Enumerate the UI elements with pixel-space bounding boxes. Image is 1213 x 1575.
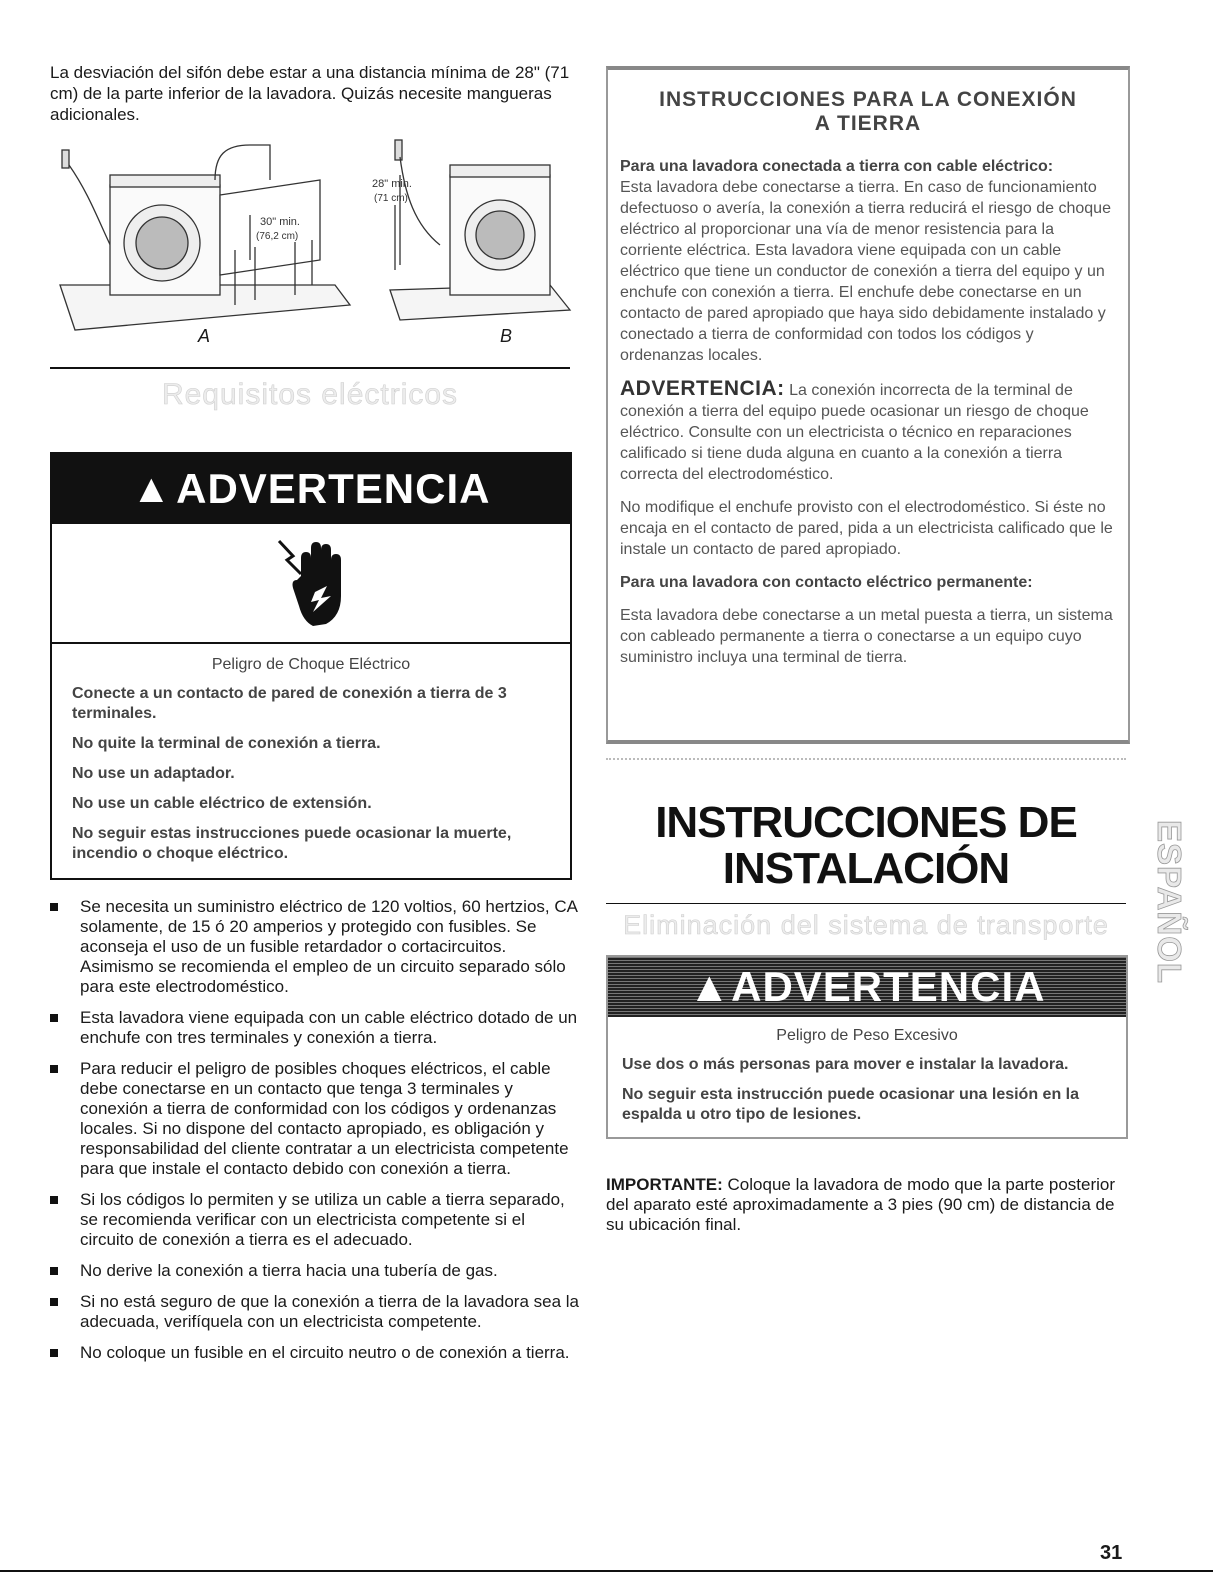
figure-label-b: B <box>500 326 513 346</box>
warning-line: No use un adaptador. <box>72 765 235 782</box>
grounding-paragraph: No modifique el enchufe provisto con el electrodoméstico. Si éste no encaja en el contacto de pared, pida a un electricista calificado que le instale un contacto de pared apropiado. <box>620 499 1113 558</box>
bullet-square-icon <box>50 1267 58 1275</box>
list-item-text: No derive la conexión a tierra hacia una tubería de gas. <box>80 1261 498 1280</box>
page-number: 31 <box>1100 1542 1123 1564</box>
important-note <box>606 1175 1136 1235</box>
figure-label-a: A <box>198 326 211 346</box>
grounding-paragraph: Esta lavadora debe conectarse a tierra. En caso de funcionamiento defectuoso o avería, la conexión a tierra reducirá el riesgo de choque eléctrico al proporcionar una vía de menor resistencia para la corriente eléctrica. Esta lavadora viene equipada con un cable eléctrico que tiene un conductor de conexión a tierra del equipo y un enchufe con conexión a tierra. El enchufe debe conectarse en un contacto de pared apropiado que haya sido debidamente instalado y conectado a tierra de conformidad con todos los códigos y ordenanzas locales. <box>620 179 1111 364</box>
intro-paragraph: La desviación del sifón debe estar a una distancia mínima de 28" (71 cm) de la parte inferior de la lavadora. Quizás necesite mangueras adicionales. <box>50 63 570 124</box>
installation-title-line2: INSTALACIÓN <box>722 844 1010 893</box>
list-item <box>50 1008 580 1048</box>
warning-symbol-area <box>52 524 570 644</box>
dim-b-line1: 28" min. <box>372 178 412 190</box>
warning-header <box>52 454 570 524</box>
grounding-warning-text: La conexión incorrecta de la terminal de conexión a tierra del equipo puede ocasionar un riesgo de choque eléctrico. Consulte con un electricista o técnico en reparaciones calificado si tiene duda alguna en cuanto a la conexión a tierra correcta del electrodoméstico. <box>620 382 1089 483</box>
important-text: Coloque la lavadora de modo que la parte posterior del aparato esté aproximadamente a 3 pies (90 cm) de distancia de su ubicación final. <box>606 1175 1116 1234</box>
warning-title: ADVERTENCIA <box>731 963 1046 1010</box>
installation-figure <box>50 135 580 345</box>
bullet-square-icon <box>50 1196 58 1204</box>
washer-drain-illustration <box>50 135 580 345</box>
footer-rule <box>0 1570 1213 1572</box>
section-title-transport: Eliminación del sistema de transporte <box>623 910 1109 940</box>
warning-box-weight <box>606 955 1128 1139</box>
grounding-warning <box>620 378 1114 485</box>
bullet-square-icon <box>50 1014 58 1022</box>
grounding-subheading: Para una lavadora con contacto eléctrico permanente: <box>620 574 1033 591</box>
list-item-text: Esta lavadora viene equipada con un cable eléctrico dotado de un enchufe con tres terminales y conexión a tierra. <box>80 1008 578 1047</box>
language-side-tab <box>1148 820 1193 1070</box>
warning-triangle-icon: ▲ <box>131 466 173 511</box>
bullet-square-icon <box>50 1298 58 1306</box>
list-item <box>50 1190 580 1250</box>
dim-a-line2: (76,2 cm) <box>256 231 299 242</box>
section-rule <box>606 903 1126 904</box>
electric-shock-hand-icon <box>271 536 351 631</box>
warning-line: Use dos o más personas para mover e instalar la lavadora. <box>622 1056 1069 1073</box>
dim-a-line1: 30" min. <box>260 216 300 228</box>
grounding-title <box>608 88 1128 136</box>
warning-line: No seguir esta instrucción puede ocasionar una lesión en la espalda u otro tipo de lesiones. <box>622 1086 1080 1123</box>
installation-title <box>606 800 1126 892</box>
list-item-text: Si los códigos lo permiten y se utiliza un cable a tierra separado, se recomienda verificar con un electricista competente si el circuito de conexión a tierra es el adecuado. <box>80 1190 565 1249</box>
warning-header <box>608 957 1126 1017</box>
list-item-text: Para reducir el peligro de posibles choques eléctricos, el cable debe conectarse en un contacto que tenga 3 terminales y conexión a tierra de conformidad con los códigos y ordenanzas locales. Si no dispone del contacto apropiado, es obligación y responsabilidad del cliente contratar a un electricista competente para que instale el contacto debido con conexión a tierra. <box>80 1059 569 1178</box>
warning-subtitle: Peligro de Peso Excesivo <box>776 1027 958 1044</box>
important-label: IMPORTANTE: <box>606 1175 723 1194</box>
grounding-title-line1: INSTRUCCIONES PARA LA CONEXIÓN <box>659 88 1077 111</box>
grounding-warning-label: ADVERTENCIA: <box>620 377 785 400</box>
list-item <box>50 1059 580 1179</box>
section-title-electrical: Requisitos eléctricos <box>161 378 459 411</box>
electrical-requirements-list <box>50 897 580 1374</box>
bullet-square-icon <box>50 1349 58 1357</box>
list-item <box>50 897 580 997</box>
list-item <box>50 1343 580 1363</box>
grounding-subheading: Para una lavadora conectada a tierra con cable eléctrico: <box>620 158 1054 175</box>
warning-triangle-icon: ▲ <box>688 963 732 1010</box>
list-item <box>50 1261 580 1281</box>
list-item-text: No coloque un fusible en el circuito neutro o de conexión a tierra. <box>80 1343 570 1362</box>
bullet-square-icon <box>50 1065 58 1073</box>
warning-title: ADVERTENCIA <box>176 465 491 512</box>
grounding-paragraph: Esta lavadora debe conectarse a un metal puesta a tierra, un sistema con cableado permanente a tierra o conectarse a un equipo cuyo suministro incluya una terminal de tierra. <box>620 607 1113 666</box>
list-item <box>50 1292 580 1332</box>
list-item-text: Se necesita un suministro eléctrico de 120 voltios, 60 hertzios, CA solamente, de 15 ó 20 amperios y protegido con fusibles. Se aconseja el uso de un fusible retardador o cortacircuitos. Asimismo se recomienda el empleo de un circuito separado sólo para este electrodoméstico. <box>80 897 578 996</box>
grounding-instructions-box <box>606 66 1130 744</box>
dotted-divider <box>606 758 1126 760</box>
warning-line: No seguir estas instrucciones puede ocasionar la muerte, incendio o choque eléctrico. <box>72 825 512 862</box>
warning-line: No use un cable eléctrico de extensión. <box>72 795 372 812</box>
bullet-square-icon <box>50 903 58 911</box>
list-item-text: Si no está seguro de que la conexión a tierra de la lavadora sea la adecuada, verifíquela con un electricista competente. <box>80 1292 579 1331</box>
language-tab-text: ESPAÑOL <box>1151 820 1188 985</box>
warning-box-electric <box>50 452 572 880</box>
warning-subtitle: Peligro de Choque Eléctrico <box>211 656 411 673</box>
grounding-title-line2: A TIERRA <box>814 112 922 135</box>
warning-line: No quite la terminal de conexión a tierra. <box>72 735 381 752</box>
installation-title-line1: INSTRUCCIONES DE <box>655 798 1077 847</box>
section-rule <box>50 367 570 369</box>
warning-line: Conecte a un contacto de pared de conexión a tierra de 3 terminales. <box>72 685 507 722</box>
dim-b-line2: (71 cm) <box>374 193 408 204</box>
